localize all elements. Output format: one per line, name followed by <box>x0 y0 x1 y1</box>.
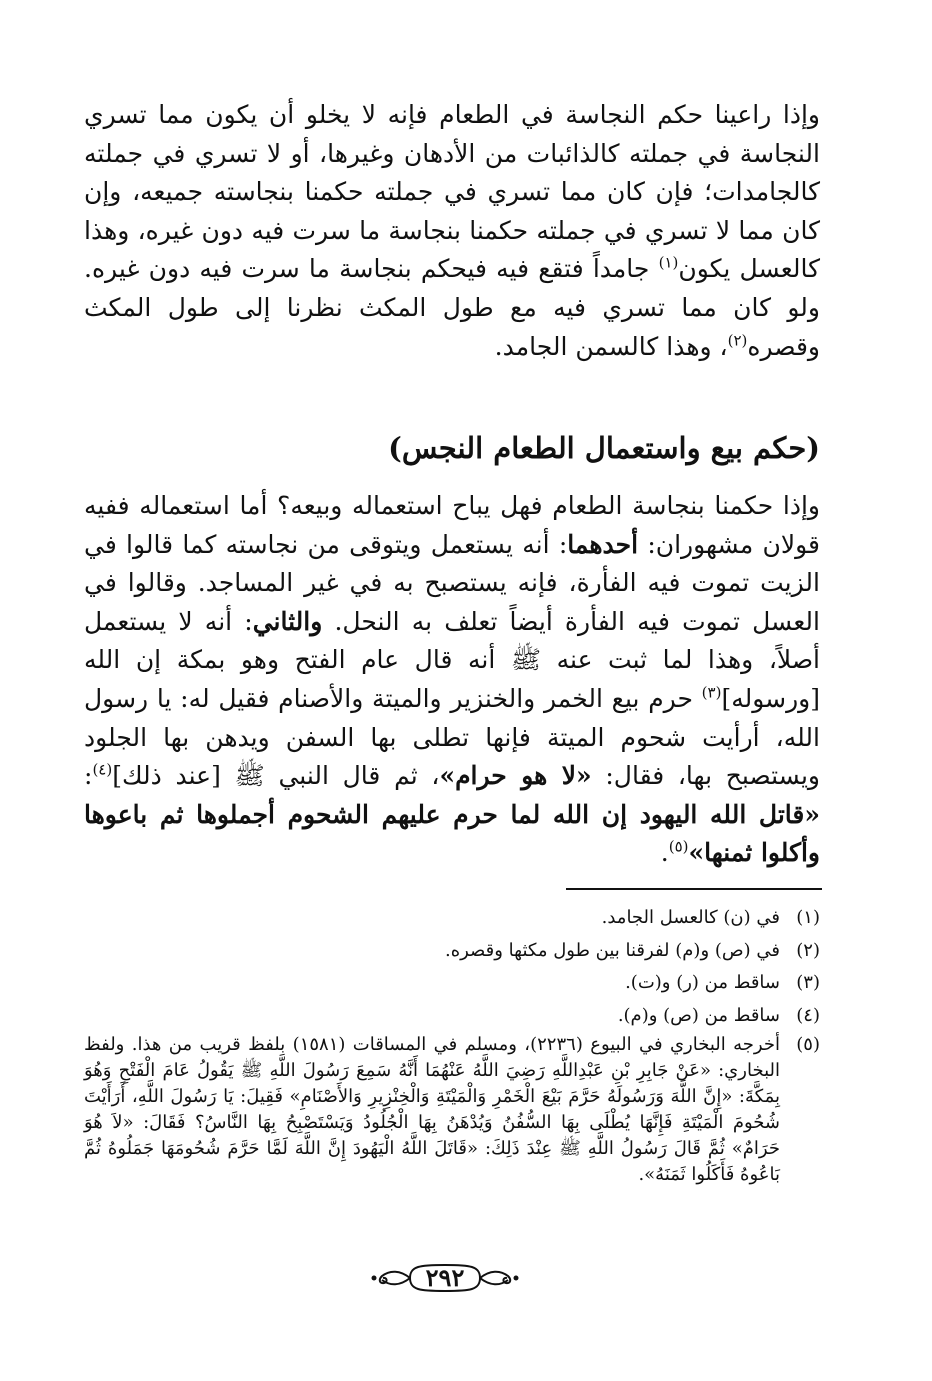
paragraph-food-impurity <box>84 96 820 366</box>
footnote-text: في (ن) كالعسل الجامد. <box>601 907 780 928</box>
footnote-ref-3[interactable]: (٣) <box>701 683 722 702</box>
footnote-separator <box>566 888 822 890</box>
footnote-3 <box>84 967 820 1000</box>
footnote-text: أخرجه البخاري في البيوع (٢٢٣٦)، ومسلم في المساقات (١٥٨١) بلفظ قريب من هذا. ولفظ البخاري: «عَنْ جَابِرِ بْنِ عَبْدِاللَّهِ رَضِيَ اللَّهُ عَنْهُمَا أَنَّهُ سَمِعَ رَسُولَ اللَّهِ ﷺ يَقُولُ عَامَ الْفَتْحِ وَهُوَ بِمَكَّةَ: «إِنَّ اللَّهَ وَرَسُولَهُ حَرَّمَ بَيْعَ الْخَمْرِ وَالْمَيْتَةِ وَالْخِنْزِيرِ وَالأَصْنَامِ» فَقِيلَ: يَا رَسُولَ اللَّهِ، أَرَأَيْتَ شُحُومَ الْمَيْتَةِ فَإِنَّهَا يُطْلَى بِهَا السُّفُنُ وَيُدْهَنُ بِهَا الْجُلُودُ وَيَسْتَصْبِحُ بِهَا النَّاسُ؟ فَقَالَ: «لاَ هُوَ حَرَامٌ» ثُمَّ قَالَ رَسُولُ اللَّهِ ﷺ عِنْدَ ذَلِكَ: «قَاتَلَ اللَّهُ الْيَهُودَ إِنَّ اللَّهَ لَمَّا حَرَّمَ شُحُومَهَا جَمَلُوهُ ثُمَّ بَاعُوهُ فَأَكَلُوا ثَمَنَهُ». <box>84 1034 780 1185</box>
p2-text-a: وإذا حكمنا بنجاسة الطعام فهل يباح استعماله وبيعه؟ أما استعماله ففيه قولان مشهوران: <box>84 491 821 559</box>
page-number: ٢٩٢ <box>425 1263 465 1292</box>
hadith-quote-2: «قاتل الله اليهود إن الله لما حرم عليهم الشحوم أجملوها ثم باعوها وأكلوا ثمنها» <box>84 799 820 868</box>
footnote-5 <box>84 1032 820 1188</box>
p2-text-f: : <box>84 761 93 791</box>
footnote-text: ساقط من (ص) و(م). <box>617 1004 780 1026</box>
p2-text-b: : أنه يستعمل ويتوقى من نجاسته كما قالوا في الزيت تموت فيه الفأرة، فإنه يستصبح به في غير المساجد. وقالوا في العسل تموت فيه الفأرة أيضاً تعلف به النحل. <box>84 529 821 636</box>
p2-text-d: حرم بيع الخمر والخنزير والميتة والأصنام فقيل له: يا رسول الله، أرأيت شحوم الميتة فإنها تطلى بها السفن ويدهن بها الجلود ويستصبح بها، فقال: <box>84 683 820 791</box>
footnotes <box>84 902 820 1188</box>
p2-second-opinion-label: والثاني <box>252 606 323 636</box>
footnote-number: (١) <box>796 907 820 928</box>
paragraph1-text: وإذا راعينا حكم النجاسة في الطعام فإنه لا يخلو أن يكون مما تسري النجاسة في جملته كالذائبات من الأدهان وغيرها، أو لا تسري في جملته كالجامدات؛ فإن كان مما تسري في جملته حكمنا بنجاسته جميعه، وإن كان مما لا تسري في جملته حكمنا بنجاسة ما سرت فيه دون غيره، وهذا كالعسل يكون <box>84 100 820 284</box>
footnote-4 <box>84 1000 820 1033</box>
footnote-number: (٣) <box>796 972 820 993</box>
section-heading: (حكم بيع واستعمال الطعام النجس) <box>388 431 820 465</box>
p2-first-opinion-label: أحدهما <box>567 529 639 559</box>
page-number-ornament <box>370 1262 520 1294</box>
footnote-ref-1[interactable]: (١) <box>658 254 679 273</box>
p2-text-c: : أنه لا يستعمل أصلاً، وهذا لما ثبت عنه ﷺ أنه قال عام الفتح وهو بمكة إن الله [ورسوله] <box>84 606 820 713</box>
footnote-2 <box>84 935 820 968</box>
footnote-1 <box>84 902 820 935</box>
footnote-text: في (ص) و(م) لفرقنا بين طول مكثها وقصره. <box>444 939 780 961</box>
hadith-quote-1: «لا هو حرام» <box>439 761 592 791</box>
footnote-number: (٢) <box>796 939 820 961</box>
paragraph1-text-c: ، وهذا كالسمن الجامد. <box>494 331 728 361</box>
paragraph-sale-and-use <box>84 487 820 873</box>
p2-text-e: ، ثم قال النبي ﷺ [عند ذلك] <box>112 761 440 791</box>
footnote-number: (٤) <box>796 1004 820 1026</box>
footnote-text: ساقط من (ر) و(ت). <box>625 972 780 993</box>
footnote-number: (٥) <box>796 1034 820 1055</box>
footnote-ref-2[interactable]: (٢) <box>727 331 748 350</box>
footnote-ref-4[interactable]: (٤) <box>92 760 113 779</box>
paragraph1-text-b: جامداً فتقع فيه فيحكم بنجاسة ما سرت فيه دون غيره. ولو كان مما تسري فيه مع طول المكث نظرنا إلى طول المكث وقصره <box>84 254 820 361</box>
footnote-ref-5[interactable]: (٥) <box>668 838 689 857</box>
p2-text-g: . <box>660 838 669 868</box>
